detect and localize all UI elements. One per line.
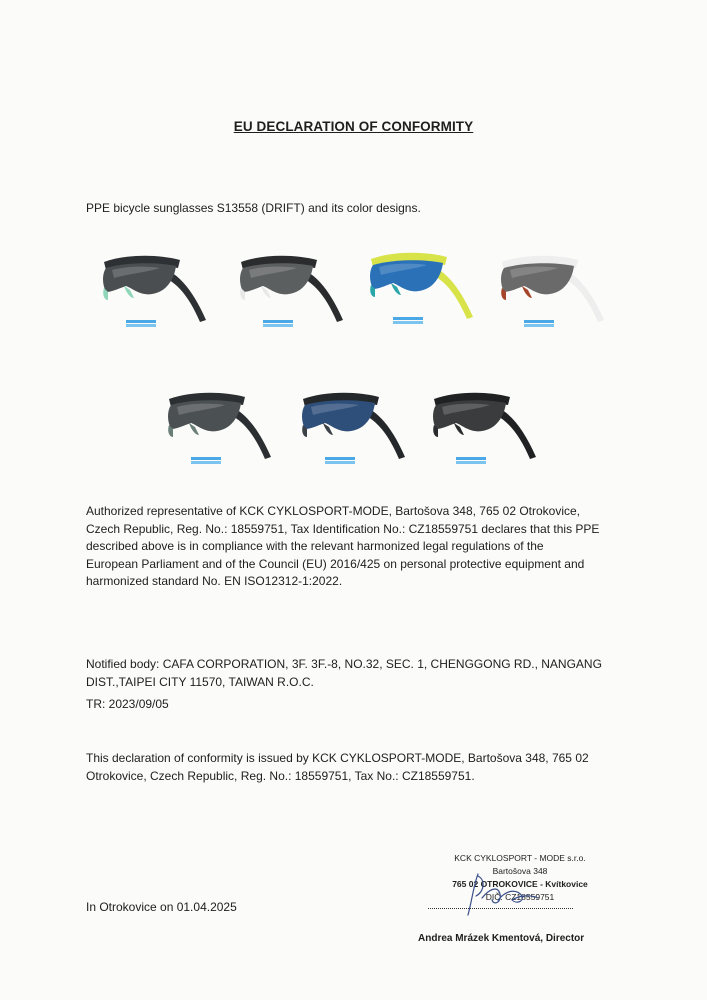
text-line: described above is in compliance with the relevant harmonized legal regulations of the (86, 539, 544, 553)
text-line: DIST.,TAIPEI CITY 11570, TAIWAN R.O.C. (86, 674, 314, 689)
text-line: Otrokovice, Czech Republic, Reg. No.: 18559751, Tax No.: CZ18559751. (86, 768, 475, 783)
stamp-line: DIČ: CZ18559751 (485, 892, 555, 902)
stamp-line: KCK CYKLOSPORT - MODE s.r.o. (454, 853, 586, 863)
sunglasses-image-4 (494, 248, 614, 338)
text-line: European Parliament and of the Council (EU) 2016/425 on personal protective equipment and (86, 556, 585, 571)
text-line: harmonized standard No. EN ISO12312-1:2022. (86, 574, 343, 588)
stamp-line: 765 02 OTROKOVICE - Kvítkovice (452, 879, 588, 889)
page-title: EU DECLARATION OF CONFORMITY (233, 119, 474, 134)
sunglasses-image-6 (295, 385, 415, 475)
test-report-date: TR: 2023/09/05 (86, 697, 169, 711)
sunglasses-image-7 (426, 385, 546, 475)
signature-line (428, 908, 573, 909)
signer-name: Andrea Mrázek Kmentová, Director (418, 933, 585, 944)
handwritten-signature (438, 870, 548, 920)
intro-text: PPE bicycle sunglasses S13558 (DRIFT) and its color designs. (86, 201, 421, 215)
text-line: Authorized representative of KCK CYKLOSPORT-MODE, Bartošova 348, 765 02 Otrokovice, (86, 504, 581, 518)
text-line: Notified body: CAFA CORPORATION, 3F. 3F.-8, NO.32, SEC. 1, CHENGGONG RD., NANGANG (86, 657, 602, 671)
issuer-paragraph (86, 750, 646, 785)
sunglasses-image-3 (363, 245, 483, 335)
place-and-date: In Otrokovice on 01.04.2025 (86, 900, 237, 914)
declaration-paragraph (86, 503, 646, 591)
sunglasses-image-2 (233, 248, 353, 338)
text-line: This declaration of conformity is issued by KCK CYKLOSPORT-MODE, Bartošova 348, 765 02 (86, 751, 589, 765)
notified-body-paragraph (86, 656, 646, 691)
stamp-line: Bartošova 348 (492, 866, 548, 876)
sunglasses-image-5 (161, 385, 281, 475)
text-line: Czech Republic, Reg. No.: 18559751, Tax Identification No.: CZ18559751 declares that this PPE (86, 521, 600, 536)
sunglasses-image-1 (96, 248, 216, 338)
